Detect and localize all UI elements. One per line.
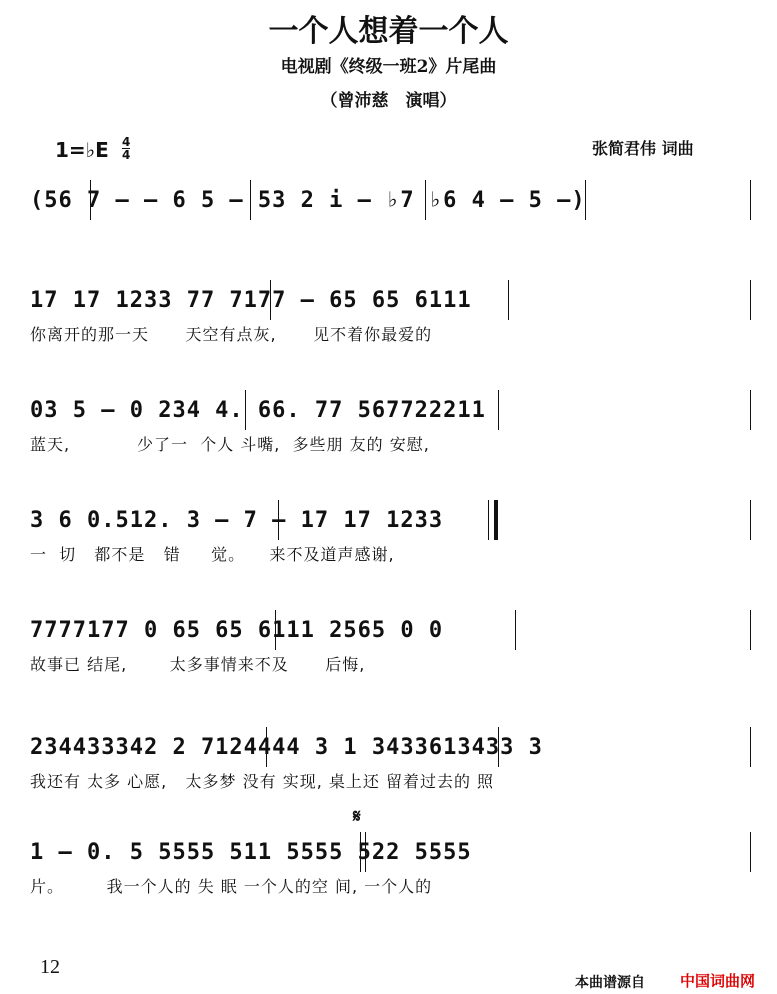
barline (750, 390, 751, 430)
barline (498, 390, 499, 430)
credits: 张简君伟 词曲 (592, 139, 694, 158)
song-title: 一个人想着一个人 (268, 14, 509, 49)
barline (488, 500, 489, 540)
barline (750, 180, 751, 220)
segno-sign: 𝄋 (353, 806, 361, 827)
performer: （曾沛慈 演唱） (320, 91, 457, 111)
barline (270, 280, 271, 320)
barline (278, 500, 279, 540)
barline (250, 180, 251, 220)
barline (750, 727, 751, 767)
barline (360, 832, 361, 872)
barline (245, 390, 246, 430)
system-lyrics: 蓝天, 少了一 个人 斗嘴, 多些朋 友的 安慰, (30, 435, 430, 454)
song-subtitle: 电视剧《终级一班2》片尾曲 (280, 57, 497, 77)
barline (750, 610, 751, 650)
system-lyrics: 故事已 结尾, 太多事情来不及 后悔, (30, 655, 366, 674)
system-notes: (56 7 – – 6 5 – 53 2 i – ♭7 ♭6 4 – 5 –) (30, 188, 586, 213)
barline (585, 180, 586, 220)
barline (275, 610, 276, 650)
barline (750, 500, 751, 540)
system-notes: 7777177 0 65 65 6111 2565 0 0 (30, 618, 444, 643)
system-notes: 03 5 – 0 234 4. 66. 77 567722211 (30, 398, 486, 423)
key-signature: 1=♭E (55, 138, 109, 162)
system-lyrics: 我还有 太多 心愿, 太多梦 没有 实现, 桌上还 留着过去的 照 (30, 772, 495, 791)
barline (508, 280, 509, 320)
barline (750, 280, 751, 320)
barline (425, 180, 426, 220)
barline (365, 832, 366, 872)
footer-source-label: 本曲谱源自 (575, 975, 645, 991)
footer-site-name: 中国词曲网 (680, 972, 756, 990)
system-lyrics: 一 切 都不是 错 觉。 来不及道声感谢, (30, 545, 395, 564)
barline (750, 832, 751, 872)
system-notes: 1 – 0. 5 5555 511 5555 522 5555 (30, 840, 472, 865)
time-signature-top: 4 (122, 135, 131, 149)
system-notes: 3 6 0.512. 3 – 7 – 17 17 1233 (30, 508, 444, 533)
system-lyrics: 你离开的那一天 天空有点灰, 见不着你最爱的 (30, 325, 433, 344)
time-signature-bottom: 4 (122, 148, 131, 162)
time-signature (122, 136, 130, 161)
barline (266, 727, 267, 767)
system-notes: 17 17 1233 77 7177 – 65 65 6111 (30, 288, 472, 313)
system-notes: 234433342 2 7124444 3 1 3433613433 3 (30, 735, 543, 760)
system-lyrics: 片。 我一个人的 失 眠 一个人的空 间, 一个人的 (30, 877, 433, 896)
page-number: 12 (40, 956, 60, 978)
barline (90, 180, 91, 220)
barline (498, 727, 499, 767)
barline (494, 500, 498, 540)
barline (515, 610, 516, 650)
